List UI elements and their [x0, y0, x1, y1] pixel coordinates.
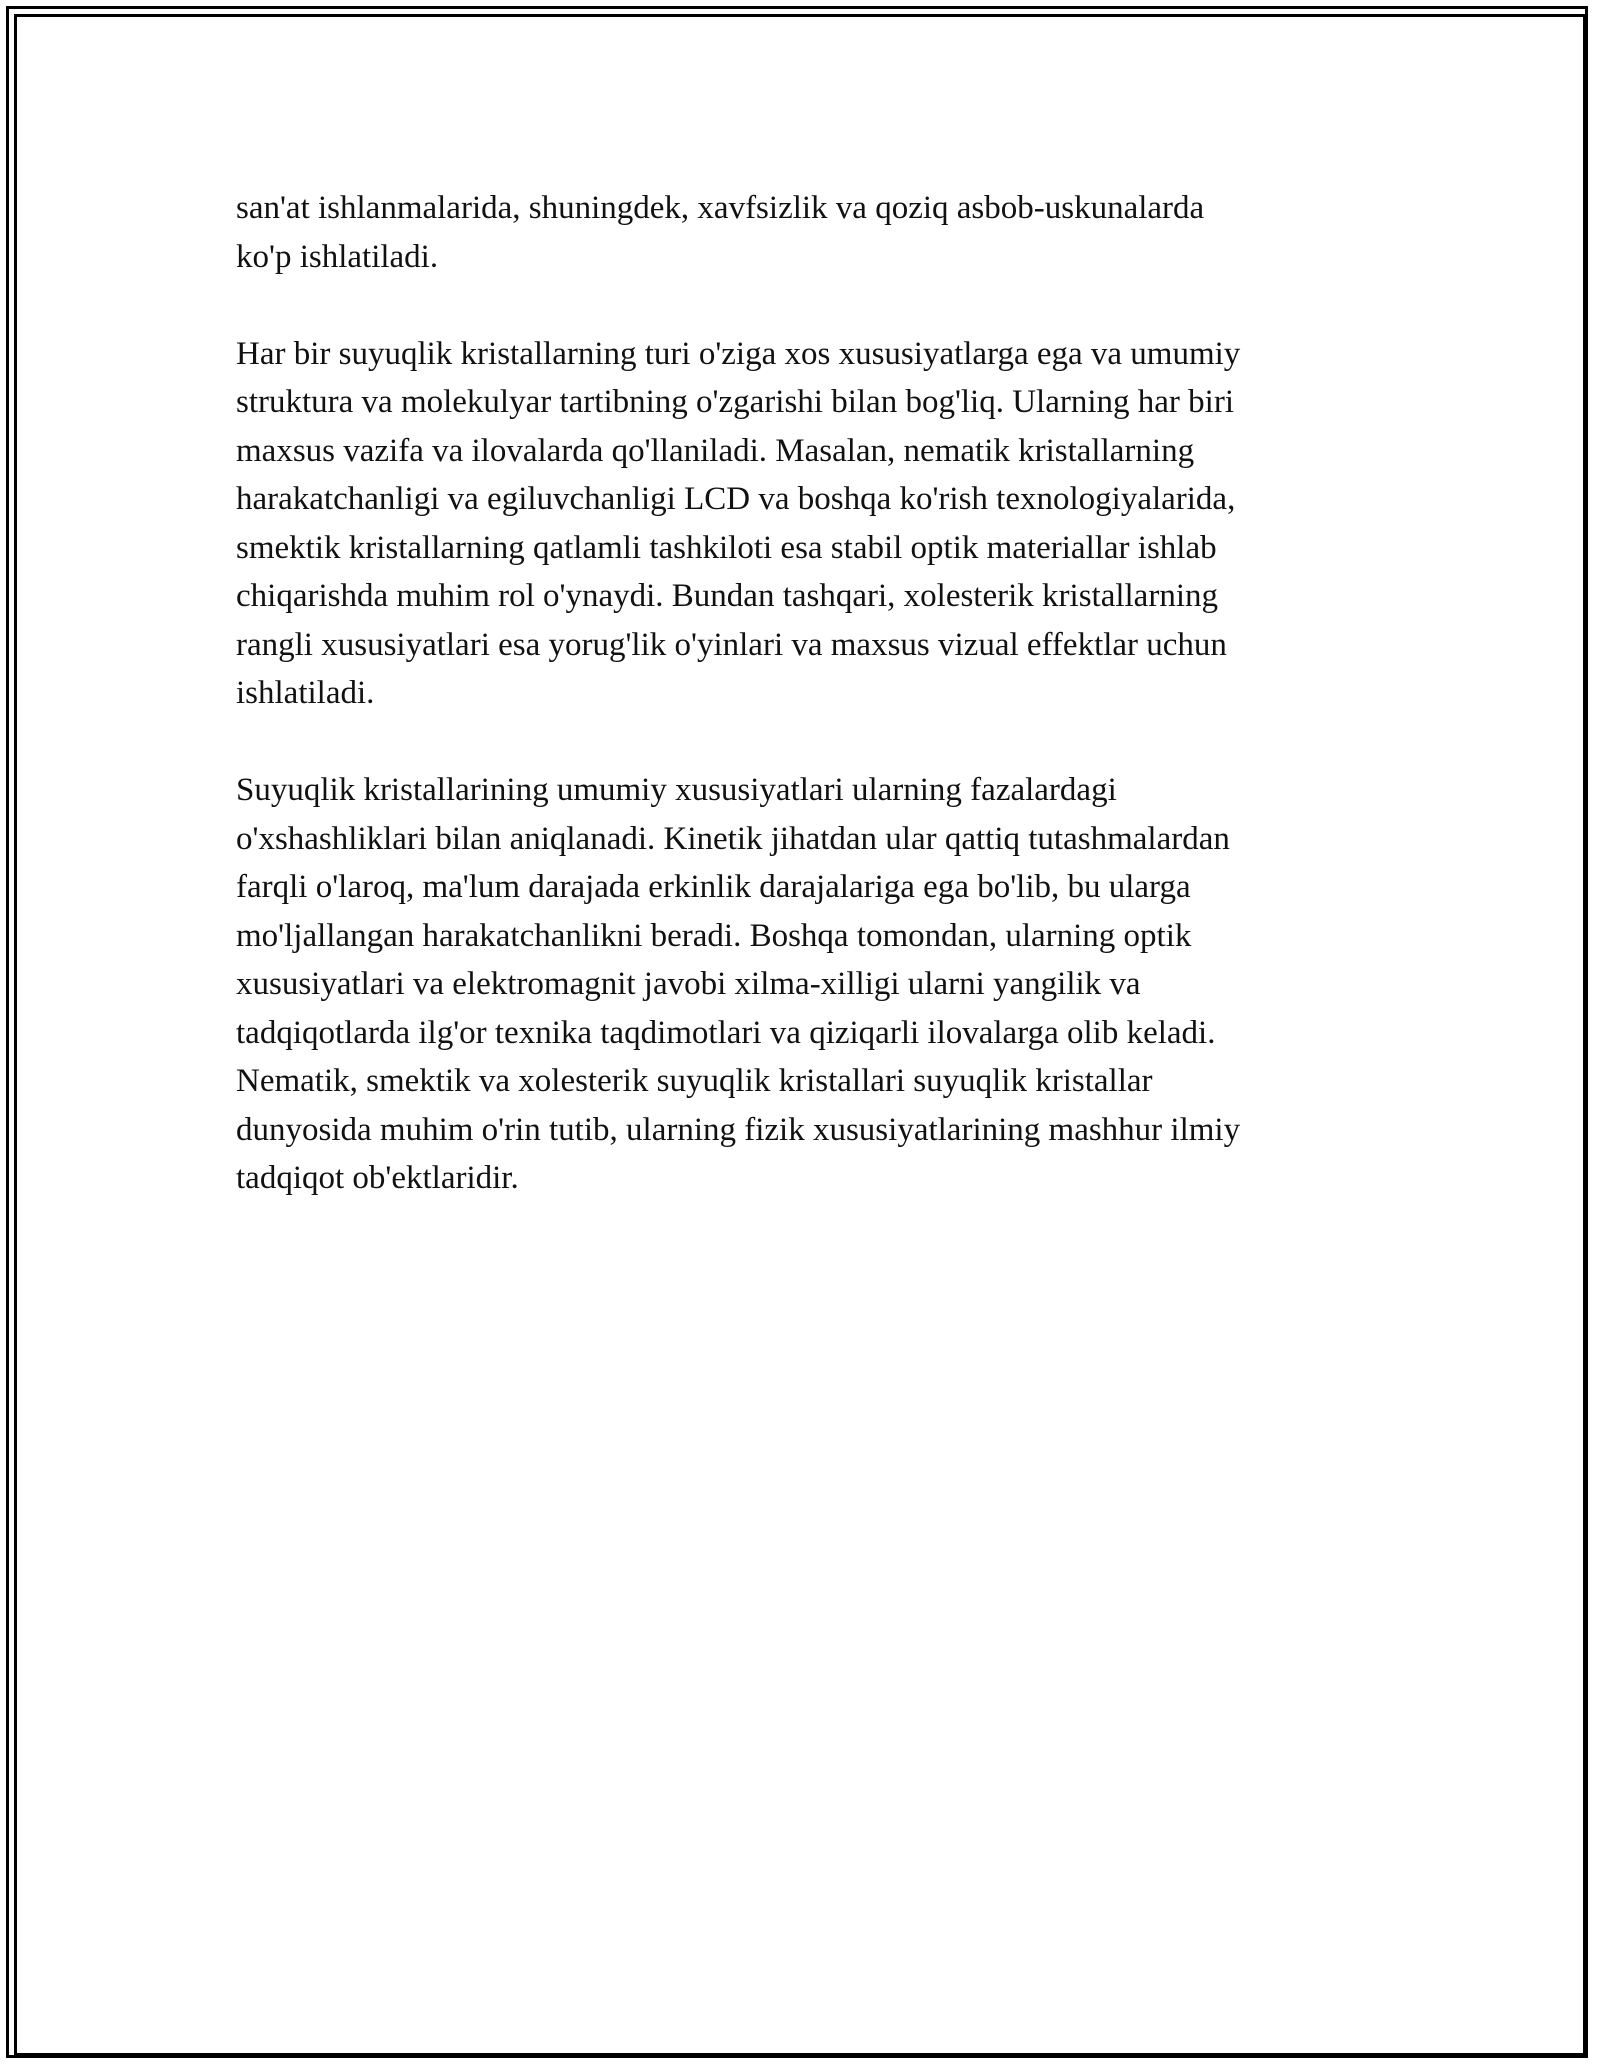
text-line: rangli xususiyatlari esa yorug'lik o'yinlari va maxsus vizual effektlar uchun	[236, 626, 1227, 663]
text-line: maxsus vazifa va ilovalarda qo'llaniladi. Masalan, nematik kristallarning	[236, 432, 1195, 469]
text-line: tadqiqotlarda ilg'or texnika taqdimotlari va qiziqarli ilovalarga olib keladi.	[236, 1014, 1216, 1051]
text-line: ishlatiladi.	[236, 675, 375, 711]
text-line: farqli o'laroq, ma'lum darajada erkinlik darajalariga ega bo'lib, bu ularga	[236, 869, 1191, 905]
text-line: san'at ishlanmalarida, shuningdek, xavfsizlik va qoziq asbob-uskunalarda	[236, 190, 1205, 226]
document-body	[236, 184, 1356, 1203]
text-line: ko'p ishlatiladi.	[236, 238, 439, 275]
text-line: chiqarishda muhim rol o'ynaydi. Bundan tashqari, xolesterik kristallarning	[236, 578, 1218, 614]
text-line: smektik kristallarning qatlamli tashkiloti esa stabil optik materiallar ishlab	[236, 529, 1217, 566]
text-line: harakatchanligi va egiluvchanligi LCD va boshqa ko'rish texnologiyalarida,	[236, 481, 1236, 517]
paragraph-2	[236, 330, 1356, 718]
text-line: mo'ljallangan harakatchanlikni beradi. Boshqa tomondan, ularning optik	[236, 917, 1192, 954]
text-line: xususiyatlari va elektromagnit javobi xilma-xilligi ularni yangilik va	[236, 966, 1141, 1002]
text-line: o'xshashliklari bilan aniqlanadi. Kinetik jihatdan ular qattiq tutashmalardan	[236, 820, 1230, 857]
text-line: tadqiqot ob'ektlaridir.	[236, 1160, 519, 1196]
text-line: struktura va molekulyar tartibning o'zgarishi bilan bog'liq. Ularning har biri	[236, 384, 1234, 420]
text-line: Suyuqlik kristallarining umumiy xususiyatlari ularning fazalardagi	[236, 772, 1117, 808]
text-line: Nematik, smektik va xolesterik suyuqlik kristallari suyuqlik kristallar	[236, 1063, 1153, 1099]
paragraph-1	[236, 184, 1356, 281]
text-line: Har bir suyuqlik kristallarning turi o'ziga xos xususiyatlarga ega va umumiy	[236, 335, 1241, 372]
paragraph-3	[236, 766, 1356, 1203]
text-line: dunyosida muhim o'rin tutib, ularning fizik xususiyatlarining mashhur ilmiy	[236, 1111, 1241, 1148]
